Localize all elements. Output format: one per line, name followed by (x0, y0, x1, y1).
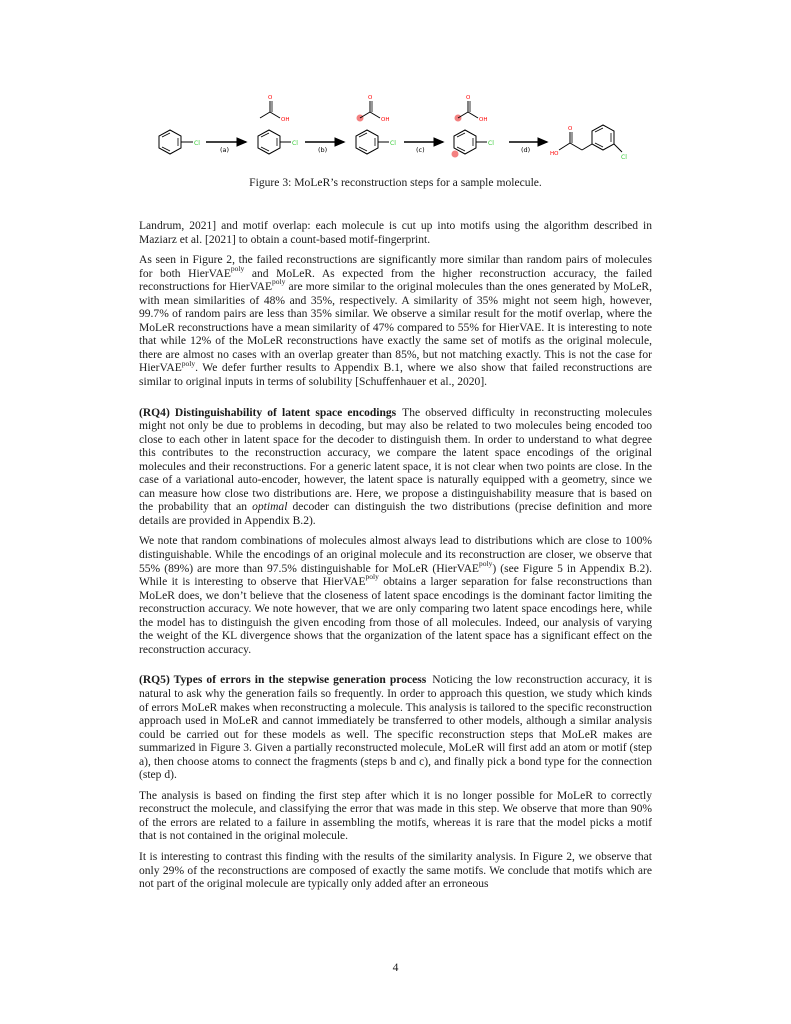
hydroxyl-left-label: HO (550, 151, 559, 157)
rq5-heading: (RQ5) Types of errors in the stepwise generation process (139, 674, 427, 687)
emphasis-optimal: optimal (252, 501, 288, 514)
chlorine-label: Cl (621, 154, 627, 161)
text-span: Noticing the low reconstruction accuracy, it is natural to ask why the generation fails so frequently. In order to approach this question, we study which kinds of errors MoLeR makes when reconstructing a molecule. This analysis is tailored to the specific reconstruction approach used in MoLeR and cannot immediately be transferred to other models, although a similar analysis could be carried out for these models as well. The specific reconstruction steps that MoLeR makes are summarized in Figure 3. Given a partially reconstructed molecule, MoLeR will first add an atom or motif (step a), then choose atoms to connect the fragments (steps b and c), and finally pick a bond type for the connection (step d). (139, 674, 652, 782)
text-span: We note that random combinations of molecules almost always lead to distributions which are close to 100% distinguishable. While the encodings of an original molecule and its reconstruction are closer, we observe that 55% (89%) are more than 97.5% distinguishable for MoLeR (HierVAE (139, 535, 652, 575)
text-span: decoder can distinguish the two distributions (precise definition and more details are provided in Appendix B.2). (139, 501, 652, 527)
step-label-b: (b) (318, 146, 328, 154)
molecule-reconstruction-diagram (140, 88, 651, 168)
molecule-step-b (356, 95, 396, 154)
superscript-poly: poly (230, 263, 245, 273)
step-label-d: (d) (521, 146, 531, 154)
hydroxyl-label: OH (479, 117, 488, 123)
molecule-chlorobenzene-1 (159, 130, 200, 154)
molecule-step-c (452, 95, 495, 158)
hydroxyl-label: OH (281, 117, 290, 123)
paragraph-rq5 (139, 674, 652, 782)
oxygen-label: O (568, 126, 573, 132)
paragraph-rq5-analysis: The analysis is based on finding the first step after which it is no longer possible for MoLeR to correctly reconstruct the molecule, and classifying the error that was made in this step. We observe that more than 90% of the errors are related to a failure in assembling the motifs, whereas it is rare that the model picks a motif that is not contained in the original molecule. (139, 789, 652, 843)
page-number: 4 (392, 961, 399, 974)
text-span: are more similar to the original molecules than the ones generated by MoLeR, with mean similarities of 48% and 35%, respectively. A similarity of 35% might not seem high, however, 99.7% of random pairs are less than 35% similar. We observe a similar result for the motif overlap, where the MoLeR reconstructions have a mean similarity of 47% compared to 55% for HierVAE. It is interesting to note that while 12% of the MoLeR reconstructions have exactly the same set of motifs as the original molecule, there are almost no cases with an overlap greater than 85%, but not matching exactly. This is not the case for HierVAE (139, 281, 652, 375)
chlorine-label: Cl (390, 140, 396, 147)
hydroxyl-label: OH (381, 117, 390, 123)
paragraph-motif-overlap: Landrum, 2021] and motif overlap: each molecule is cut up into motifs using the algorithm described in Maziarz et al. [2021] to obtain a count-based motif-fingerprint. (139, 220, 652, 246)
paragraph-similarity-results (139, 254, 652, 389)
text-span: The observed difficulty in reconstructing molecules might not only be due to problems in decoding, but may also be related to two molecules being encoded too close to each other in latent space for the decoder to distinguish them. In order to understand to what degree this contributes to the reconstruction accuracy, we compare the latent space encodings of the original molecules and their reconstructions. For a generic latent space, it is not clear when two points are close. In the case of a variational auto-encoder, however, the latent space is naturally equipped with a geometry, since we can measure how close two distributions are. Here, we propose a distinguishability measure that is based on the probability that an (139, 406, 652, 514)
figure-3-reconstruction-steps (140, 88, 651, 168)
chlorine-label: Cl (194, 140, 200, 147)
rq4-heading: (RQ4) Distinguishability of latent space encodings (139, 406, 397, 419)
superscript-poly: poly (365, 572, 379, 582)
text-span: . We defer further results to Appendix B.1, where we also show that failed reconstructions are similar to original inputs in terms of solubility [Schuffenhauer et al., 2020]. (139, 362, 652, 389)
step-label-a: (a) (220, 146, 230, 154)
text-span: obtains a larger separation for false reconstructions than MoLeR does, we don’t believe that the closeness of latent space encodings is the dominant factor limiting the reconstruction accuracy. We note however, that we are only comparing two latent space encodings here, while the model has to distinguish the given encoding from those of all molecules. Indeed, our analysis of varying the weight of the KL divergence shows that the organization of the latent space has a significant effect on the reconstruction accuracy. (139, 576, 652, 656)
chlorine-label: Cl (292, 140, 298, 147)
figure-caption: Figure 3: MoLeR’s reconstruction steps for a sample molecule. (249, 176, 542, 189)
superscript-poly: poly (181, 358, 196, 368)
main-text (139, 220, 652, 899)
superscript-poly: poly (272, 277, 286, 287)
superscript-poly: poly (478, 558, 493, 568)
step-label-c: (c) (416, 146, 425, 154)
molecule-step-a (258, 95, 298, 154)
text-span: As seen in Figure 2, the failed reconstructions are significantly more similar than random pairs of molecules for both HierVAE (139, 254, 652, 280)
text-span: and MoLeR. As expected from the higher reconstruction accuracy, the failed reconstructions for HierVAE (139, 267, 652, 294)
paragraph-rq4 (139, 407, 652, 529)
text-span: ) (see Figure 5 in Appendix B.2). While it is interesting to observe that HierVAE (139, 562, 653, 589)
paragraph-rq4-distinguishability (139, 535, 652, 657)
chlorine-label: Cl (488, 140, 494, 147)
oxygen-label: O (268, 95, 273, 101)
molecule-final-product (550, 125, 627, 161)
paragraph-rq5-contrast: It is interesting to contrast this finding with the results of the similarity analysis. In Figure 2, we observe that only 29% of the reconstructions are composed of exactly the same motifs. We conclude that motifs which are not part of the original molecule are typically only added after an erroneous (139, 850, 652, 891)
oxygen-label: O (368, 95, 373, 101)
oxygen-label: O (466, 95, 471, 101)
